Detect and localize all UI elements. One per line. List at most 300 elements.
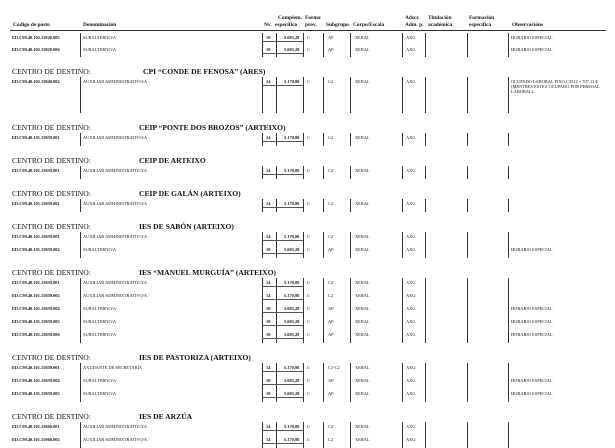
column-divider	[402, 232, 403, 245]
column-divider	[402, 133, 403, 146]
column-divider	[323, 291, 324, 304]
column-divider	[402, 363, 403, 376]
column-divider	[402, 45, 403, 57]
cell-level: 14	[266, 79, 271, 84]
column-divider	[467, 330, 468, 343]
section-name: CPI “CONDE DE FENOSA” (ARES)	[143, 67, 266, 76]
cell-rule	[262, 174, 303, 175]
header-titulacion-sub: académica	[428, 22, 453, 28]
column-divider	[80, 77, 81, 113]
column-divider	[262, 278, 263, 291]
section-label: CENTRO DE DESTINO:	[12, 268, 91, 277]
cell-position-code: ED.C99.40.101.15059.001	[12, 168, 60, 173]
cell-level: 14	[266, 234, 271, 239]
cell-position-code: ED.C99.40.102.15020.005	[12, 35, 60, 40]
column-divider	[350, 133, 351, 146]
cell-position-name: SUBALTERNO/A	[83, 306, 117, 311]
cell-body-scale: XERAL	[355, 168, 370, 173]
column-divider	[80, 389, 81, 402]
column-divider	[80, 232, 81, 245]
column-divider	[425, 304, 426, 317]
column-divider	[80, 166, 81, 179]
cell-body-scale: XERAL	[355, 280, 370, 285]
column-divider	[425, 166, 426, 179]
column-divider	[262, 330, 263, 343]
cell-subgroup: C1-C2	[328, 365, 340, 370]
cell-administration: AXG	[406, 424, 416, 429]
cell-subgroup: AP	[328, 306, 334, 311]
column-divider	[323, 389, 324, 402]
cell-rule	[262, 207, 303, 208]
column-divider	[80, 304, 81, 317]
cell-position-code: ED.C99.40.101.15060.002	[12, 437, 60, 442]
column-divider	[402, 435, 403, 448]
cell-subgroup: AP	[328, 391, 334, 396]
cell-rule	[262, 240, 303, 241]
column-divider	[508, 363, 509, 376]
cell-provision-form: C	[307, 247, 310, 252]
cell-position-code: ED.C99.40.101.15059.001	[12, 280, 60, 285]
cell-specific-complement: 5.170,00	[284, 293, 300, 298]
cell-body-scale: XERAL	[355, 365, 370, 370]
cell-provision-form: C	[307, 135, 310, 140]
header-subgrupo: Subgrupo	[326, 22, 349, 28]
column-divider	[80, 45, 81, 57]
column-divider	[303, 363, 304, 376]
header-nivel: Nv.	[264, 22, 272, 28]
header-corpo: Corpo/Escala	[353, 22, 385, 28]
cell-rule	[262, 312, 303, 313]
column-divider	[262, 199, 263, 212]
cell-specific-complement: 5.693,28	[284, 391, 300, 396]
column-divider	[508, 199, 509, 212]
cell-position-name: AUXILIAR ADMINISTRATIVO/A	[83, 437, 148, 442]
section-label: CENTRO DE DESTINO:	[12, 123, 91, 132]
column-divider	[80, 291, 81, 304]
column-divider	[425, 245, 426, 258]
column-divider	[303, 133, 304, 146]
column-divider	[467, 363, 468, 376]
header-rule	[10, 30, 606, 31]
cell-position-code: ED.C99.40.101.15060.001	[12, 424, 60, 429]
column-divider	[262, 77, 263, 113]
cell-observations: HORARIO ESPECIAL	[511, 247, 553, 252]
cell-position-code: ED.C99.40.101.15059.001	[12, 365, 60, 370]
cell-position-code: ED.C99.40.101.15059.006	[12, 332, 60, 337]
cell-position-code: ED.C99.40.102.15020.006	[12, 47, 60, 52]
cell-level: 10	[266, 35, 271, 40]
column-divider	[80, 330, 81, 343]
header-formacion-sub: específica	[469, 22, 492, 28]
cell-provision-form: C	[307, 35, 310, 40]
cell-level: 14	[266, 293, 271, 298]
column-divider	[276, 376, 277, 389]
cell-specific-complement: 5.170,00	[284, 280, 300, 285]
column-divider	[323, 232, 324, 245]
column-divider	[350, 389, 351, 402]
cell-administration: AXG	[406, 47, 416, 52]
cell-position-name: AXUDANTE DE SECRETARÍA	[83, 365, 143, 370]
column-divider	[323, 376, 324, 389]
column-divider	[467, 199, 468, 212]
section-name: CEIP DE ARTEIXO	[139, 156, 206, 165]
column-divider	[262, 45, 263, 57]
cell-administration: AXG	[406, 135, 416, 140]
cell-rule	[262, 286, 303, 287]
column-divider	[467, 291, 468, 304]
column-divider	[467, 317, 468, 330]
cell-position-name: SUBALTERNO/A	[83, 332, 117, 337]
cell-specific-complement: 5.693,28	[284, 319, 300, 324]
column-divider	[262, 304, 263, 317]
cell-subgroup: C2	[328, 79, 334, 84]
cell-specific-complement: 5.170,00	[284, 437, 300, 442]
cell-administration: AXG	[406, 306, 416, 311]
cell-administration: AXG	[406, 247, 416, 252]
column-divider	[350, 304, 351, 317]
cell-position-code: ED.C99.40.101.15059.001	[12, 201, 60, 206]
section-label: CENTRO DE DESTINO:	[12, 189, 91, 198]
column-divider	[303, 278, 304, 291]
column-divider	[425, 435, 426, 448]
column-divider	[323, 77, 324, 113]
column-divider	[402, 291, 403, 304]
cell-level: 10	[266, 332, 271, 337]
column-divider	[80, 133, 81, 146]
column-divider	[276, 435, 277, 448]
cell-rule	[262, 85, 303, 86]
column-divider	[467, 278, 468, 291]
cell-position-code: ED.C99.40.101.15059.001	[12, 234, 60, 239]
column-divider	[350, 33, 351, 45]
column-divider	[350, 232, 351, 245]
column-divider	[262, 422, 263, 435]
cell-provision-form: C	[307, 319, 310, 324]
cell-provision-form: C	[307, 378, 310, 383]
cell-body-scale: XERAL	[355, 437, 370, 442]
column-divider	[467, 232, 468, 245]
cell-rule	[262, 338, 303, 339]
column-divider	[402, 304, 403, 317]
column-divider	[350, 317, 351, 330]
column-divider	[323, 199, 324, 212]
cell-administration: AXG	[406, 168, 416, 173]
cell-provision-form: C	[307, 306, 310, 311]
cell-observations: HORARIO ESPECIAL	[511, 319, 553, 324]
column-divider	[276, 77, 277, 113]
cell-body-scale: XERAL	[355, 424, 370, 429]
column-divider	[425, 291, 426, 304]
column-divider	[508, 278, 509, 291]
cell-specific-complement: 5.693,28	[284, 332, 300, 337]
column-divider	[262, 389, 263, 402]
column-divider	[80, 33, 81, 45]
cell-position-name: SUBALTERNO/A	[83, 391, 117, 396]
cell-provision-form: C	[307, 47, 310, 52]
cell-specific-complement: 5.693,28	[284, 247, 300, 252]
column-divider	[425, 278, 426, 291]
column-divider	[262, 245, 263, 258]
cell-rule	[262, 384, 303, 385]
column-divider	[276, 363, 277, 376]
cell-administration: AXG	[406, 365, 416, 370]
cell-rule	[262, 397, 303, 398]
cell-body-scale: XERAL	[355, 332, 370, 337]
column-divider	[303, 389, 304, 402]
cell-observations: HORARIO ESPECIAL	[511, 35, 553, 40]
column-divider	[350, 166, 351, 179]
cell-rule	[262, 299, 303, 300]
cell-observations: HORARIO ESPECIAL	[511, 332, 553, 337]
column-divider	[323, 304, 324, 317]
column-divider	[303, 77, 304, 113]
section-name: CEIP “PONTE DOS BROZOS” (ARTEIXO)	[139, 123, 286, 132]
column-divider	[262, 166, 263, 179]
header-formacion: Formación	[469, 15, 495, 21]
cell-subgroup: AP	[328, 332, 334, 337]
column-divider	[80, 376, 81, 389]
column-divider	[323, 435, 324, 448]
cell-position-code: ED.C99.40.101.15059.002	[12, 293, 60, 298]
column-divider	[508, 304, 509, 317]
cell-body-scale: XERAL	[355, 47, 370, 52]
column-divider	[262, 435, 263, 448]
column-divider	[402, 199, 403, 212]
cell-level: 14	[266, 365, 271, 370]
column-divider	[323, 166, 324, 179]
column-divider	[276, 422, 277, 435]
cell-position-name: AUXILIAR ADMINISTRATIVO/A	[83, 293, 148, 298]
header-adscricion: Adscr.	[405, 15, 420, 21]
column-divider	[276, 199, 277, 212]
column-divider	[425, 317, 426, 330]
cell-provision-form: C	[307, 424, 310, 429]
cell-provision-form: C	[307, 437, 310, 442]
cell-administration: AXG	[406, 280, 416, 285]
cell-position-name: SUBALTERNO/A	[83, 378, 117, 383]
column-divider	[508, 232, 509, 245]
column-divider	[323, 363, 324, 376]
column-divider	[262, 376, 263, 389]
cell-position-code: ED.C99.40.101.15059.002	[12, 247, 60, 252]
column-divider	[402, 330, 403, 343]
column-divider	[276, 304, 277, 317]
column-divider	[508, 317, 509, 330]
section-label: CENTRO DE DESTINO:	[12, 67, 91, 76]
column-divider	[323, 330, 324, 343]
header-forma: Forma	[305, 15, 321, 21]
cell-rule	[262, 443, 303, 444]
column-divider	[303, 45, 304, 57]
cell-subgroup: C2	[328, 168, 334, 173]
column-divider	[467, 33, 468, 45]
column-divider	[323, 317, 324, 330]
section-name: CEIP DE GALÁN (ARTEIXO)	[139, 189, 241, 198]
column-divider	[425, 33, 426, 45]
cell-administration: AXG	[406, 332, 416, 337]
cell-provision-form: C	[307, 280, 310, 285]
cell-position-code: ED.C99.40.101.15059.005	[12, 319, 60, 324]
cell-position-code: ED.C99.40.102.15040.002	[12, 79, 60, 84]
cell-specific-complement: 5.693,28	[284, 306, 300, 311]
column-divider	[350, 77, 351, 113]
column-divider	[350, 330, 351, 343]
column-divider	[508, 245, 509, 258]
column-divider	[508, 291, 509, 304]
cell-observations: HORARIO ESPECIAL	[511, 391, 553, 396]
column-divider	[262, 363, 263, 376]
column-divider	[425, 77, 426, 113]
cell-body-scale: XERAL	[355, 79, 370, 84]
column-divider	[276, 291, 277, 304]
cell-specific-complement: 5.170,00	[284, 234, 300, 239]
column-divider	[467, 376, 468, 389]
cell-position-code: ED.C99.40.101.15059.001	[12, 135, 60, 140]
cell-level: 10	[266, 306, 271, 311]
cell-administration: AXG	[406, 234, 416, 239]
column-divider	[303, 376, 304, 389]
column-divider	[303, 291, 304, 304]
cell-position-name: AUXILIAR ADMINISTRATIVO/A	[83, 135, 148, 140]
section-name: IES “MANUEL MURGUÍA” (ARTEIXO)	[139, 268, 277, 277]
column-divider	[467, 389, 468, 402]
cell-level: 14	[266, 201, 271, 206]
column-divider	[323, 278, 324, 291]
column-divider	[303, 199, 304, 212]
cell-subgroup: C2	[328, 437, 334, 442]
cell-administration: AXG	[406, 293, 416, 298]
column-divider	[276, 166, 277, 179]
header-observacions: Observacións	[512, 22, 544, 28]
column-divider	[303, 166, 304, 179]
column-divider	[80, 435, 81, 448]
column-divider	[508, 33, 509, 45]
cell-administration: AXG	[406, 319, 416, 324]
column-divider	[425, 363, 426, 376]
column-divider	[508, 330, 509, 343]
cell-specific-complement: 5.693,28	[284, 378, 300, 383]
cell-provision-form: C	[307, 365, 310, 370]
column-divider	[303, 317, 304, 330]
column-divider	[80, 199, 81, 212]
column-divider	[425, 133, 426, 146]
column-divider	[402, 389, 403, 402]
column-divider	[402, 33, 403, 45]
column-divider	[508, 45, 509, 57]
column-divider	[80, 245, 81, 258]
cell-subgroup: C2	[328, 234, 334, 239]
cell-body-scale: XERAL	[355, 35, 370, 40]
cell-provision-form: C	[307, 79, 310, 84]
cell-body-scale: XERAL	[355, 391, 370, 396]
cell-subgroup: C2	[328, 201, 334, 206]
column-divider	[402, 376, 403, 389]
cell-rule	[262, 41, 303, 42]
cell-body-scale: XERAL	[355, 201, 370, 206]
cell-rule	[262, 53, 303, 54]
cell-position-name: SUBALTERNO/A	[83, 319, 117, 324]
cell-position-name: AUXILIAR ADMINISTRATIVO/A	[83, 79, 148, 84]
column-divider	[276, 317, 277, 330]
column-divider	[350, 363, 351, 376]
cell-rule	[262, 325, 303, 326]
column-divider	[508, 133, 509, 146]
cell-position-name: SUBALTERNO/A	[83, 35, 117, 40]
column-divider	[402, 166, 403, 179]
cell-body-scale: XERAL	[355, 247, 370, 252]
section-name: IES DE PASTORIZA (ARTEIXO)	[139, 353, 251, 362]
column-divider	[350, 245, 351, 258]
column-divider	[303, 232, 304, 245]
cell-specific-complement: 5.170,00	[284, 201, 300, 206]
column-divider	[262, 33, 263, 45]
cell-subgroup: AP	[328, 247, 334, 252]
column-divider	[508, 422, 509, 435]
cell-specific-complement: 5.693,28	[284, 35, 300, 40]
cell-observations: HORARIO ESPECIAL	[511, 378, 553, 383]
column-divider	[467, 304, 468, 317]
column-divider	[303, 304, 304, 317]
cell-level: 14	[266, 280, 271, 285]
cell-level: 10	[266, 378, 271, 383]
column-divider	[508, 166, 509, 179]
column-divider	[323, 45, 324, 57]
column-divider	[262, 291, 263, 304]
header-codigo: Código de posto	[13, 22, 50, 28]
cell-rule	[262, 371, 303, 372]
header-complemento-sub: específico	[275, 22, 298, 28]
column-divider	[276, 133, 277, 146]
cell-administration: AXG	[406, 79, 416, 84]
column-divider	[350, 435, 351, 448]
cell-subgroup: AP	[328, 47, 334, 52]
column-divider	[350, 278, 351, 291]
cell-position-name: AUXILIAR ADMINISTRATIVO/A	[83, 424, 148, 429]
column-divider	[303, 245, 304, 258]
column-divider	[467, 77, 468, 113]
cell-position-code: ED.C99.40.101.15059.004	[12, 378, 60, 383]
cell-administration: AXG	[406, 378, 416, 383]
cell-position-name: AUXILIAR ADMINISTRATIVO/A	[83, 234, 148, 239]
column-divider	[425, 45, 426, 57]
column-divider	[262, 133, 263, 146]
column-divider	[467, 422, 468, 435]
cell-observations: HORARIO ESPECIAL	[511, 47, 553, 52]
cell-body-scale: XERAL	[355, 378, 370, 383]
cell-specific-complement: 5.693,28	[284, 47, 300, 52]
section-name: IES DE SABÓN (ARTEIXO)	[139, 222, 234, 231]
cell-observations: HORARIO ESPECIAL	[511, 306, 553, 311]
cell-specific-complement: 5.170,00	[284, 79, 300, 84]
cell-position-code: ED.C99.40.101.15059.004	[12, 306, 60, 311]
column-divider	[350, 199, 351, 212]
column-divider	[467, 245, 468, 258]
cell-rule	[262, 253, 303, 254]
column-divider	[350, 45, 351, 57]
column-divider	[402, 317, 403, 330]
cell-provision-form: C	[307, 391, 310, 396]
header-titulacion: Titulación	[428, 15, 452, 21]
cell-subgroup: C2	[328, 424, 334, 429]
cell-body-scale: XERAL	[355, 234, 370, 239]
column-divider	[323, 33, 324, 45]
cell-administration: AXG	[406, 201, 416, 206]
cell-position-code: ED.C99.40.101.15059.005	[12, 391, 60, 396]
column-divider	[467, 166, 468, 179]
cell-subgroup: AP	[328, 319, 334, 324]
column-divider	[262, 317, 263, 330]
cell-position-name: SUBALTERNO/A	[83, 247, 117, 252]
